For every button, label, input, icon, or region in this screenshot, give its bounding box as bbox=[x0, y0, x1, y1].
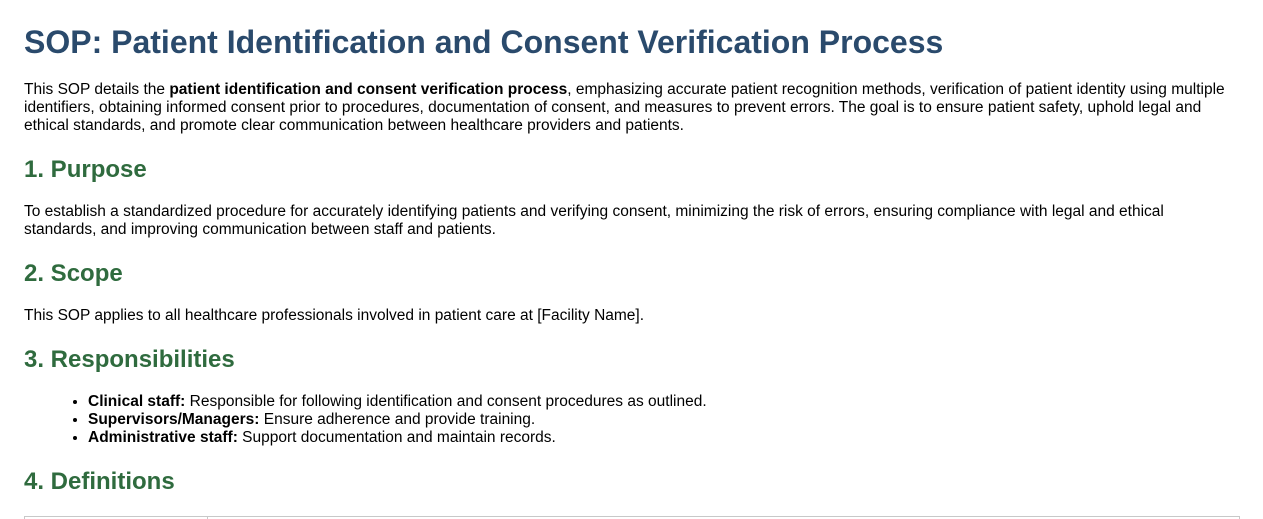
role-description: Support documentation and maintain records. bbox=[237, 429, 556, 446]
scope-text: This SOP applies to all healthcare professionals involved in patient care at [Facility Name]. bbox=[24, 307, 645, 324]
intro-bold: patient identification and consent verification process bbox=[169, 81, 568, 98]
section-heading-definitions: 4. Definitions bbox=[24, 468, 175, 495]
role-description: Ensure adherence and provide training. bbox=[259, 411, 536, 428]
section-heading-scope: 2. Scope bbox=[24, 260, 123, 287]
responsibilities-list-wrap bbox=[24, 393, 1239, 447]
scope-paragraph bbox=[24, 307, 1239, 325]
list-item bbox=[88, 393, 1239, 411]
section-heading-purpose: 1. Purpose bbox=[24, 156, 147, 183]
intro-paragraph bbox=[24, 81, 1239, 135]
list-item bbox=[88, 411, 1239, 429]
role-label: Supervisors/Managers: bbox=[88, 411, 260, 428]
list-item bbox=[88, 429, 1239, 447]
purpose-text: To establish a standardized procedure for accurately identifying patients and verifying consent, minimizing the risk of errors, ensuring compliance with legal and ethical standards, and improving communication between staff and patients. bbox=[24, 203, 1164, 238]
role-label: Administrative staff: bbox=[88, 429, 238, 446]
purpose-paragraph bbox=[24, 203, 1239, 239]
intro-rest: , emphasizing accurate patient recognition methods, verification of patient identity using multiple identifiers, obtaining informed consent prior to procedures, documentation of consent, and measures to prevent errors. The goal is to ensure patient safety, uphold legal and ethical standards, and promote clear communication between healthcare providers and patients. bbox=[24, 81, 1225, 134]
role-description: Responsible for following identification and consent procedures as outlined. bbox=[185, 393, 707, 410]
section-heading-responsibilities: 3. Responsibilities bbox=[24, 346, 235, 373]
role-label: Clinical staff: bbox=[88, 393, 186, 410]
page-title: SOP: Patient Identification and Consent Verification Process bbox=[24, 24, 944, 60]
intro-lead: This SOP details the bbox=[24, 81, 170, 98]
responsibilities-list bbox=[24, 393, 1239, 447]
